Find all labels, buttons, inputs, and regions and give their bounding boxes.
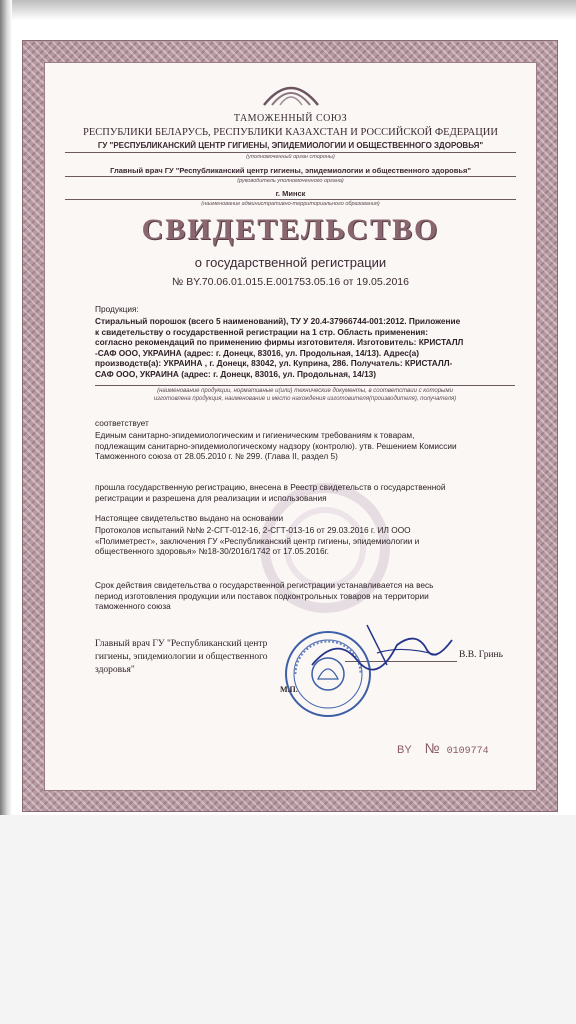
- basis-text: [95, 525, 515, 557]
- product-label: Продукция:: [95, 304, 139, 314]
- union-title: ТАМОЖЕННЫЙ СОЮЗ: [233, 113, 348, 124]
- compliance-label: соответствует: [95, 418, 149, 428]
- product-description: [95, 316, 515, 380]
- registration-number: № BY.70.06.01.015.E.001753.05.16 от 19.05.2016: [172, 276, 409, 288]
- top-shadow: [0, 0, 576, 20]
- edge-shadow: [0, 0, 12, 815]
- seal-place-label: М.П.: [280, 685, 298, 694]
- compliance-line: подлежащим санитарно-эпидемиологическому надзору (контролю). утв. Решением Комиссии: [95, 440, 457, 451]
- validity-line: таможенного союза: [95, 601, 171, 612]
- divider: [65, 152, 516, 153]
- states-title: РЕСПУБЛИКИ БЕЛАРУСЬ, РЕСПУБЛИКИ КАЗАХСТАН И РОССИЙСКОЙ ФЕДЕРАЦИИ: [83, 127, 498, 138]
- basis-line: Протоколов испытаний №№ 2-СГТ-012-16, 2-СГТ-013-16 от 29.03.2016 г. ИЛ ООО: [95, 525, 411, 535]
- product-caption: [95, 388, 515, 404]
- authority-caption: (уполномоченный орган стороны): [246, 154, 335, 160]
- signatory-name: В.В. Гринь: [459, 650, 503, 660]
- divider: [65, 199, 516, 200]
- serial-sign: №: [424, 740, 440, 756]
- city: г. Минск: [275, 189, 306, 198]
- compliance-line: Единым санитарно-эпидемиологическим и гигиеническим требованиям к товарам,: [95, 430, 415, 440]
- caption-line: (наименование продукции, нормативные и(или) технические документы, в соответствии с которыми: [157, 388, 453, 394]
- signatory-line: Главный врач ГУ "Республиканский центр: [95, 639, 268, 649]
- certificate-paper: [44, 62, 537, 791]
- compliance-line: Таможенного союза от 28.05.2010 г. № 299. (Глава II, раздел 5): [95, 451, 338, 462]
- validity-text: [95, 580, 515, 612]
- divider: [65, 176, 516, 177]
- registration-text: [95, 482, 515, 503]
- product-line: производств(а): УКРАИНА , г. Донецк, 83042, ул. Куприна, 286. Получатель: КРИСТАЛЛ-: [95, 358, 453, 369]
- divider: [95, 385, 515, 386]
- serial-number: [397, 740, 489, 757]
- basis-line: «Полиметрест», заключения ГУ «Республиканский центр гигиены, эпидемиологии и: [95, 535, 420, 546]
- validity-line: период изготовления продукции или поставок подконтрольных товаров на территории: [95, 590, 429, 601]
- customs-union-emblem-icon: [256, 75, 326, 111]
- serial-prefix: BY: [397, 744, 412, 756]
- caption-line: изготовлена продукция, наименование и место нахождения изготовителя(производителя), получателя): [153, 395, 457, 402]
- basis-line: общественного здоровья» №18-30/2016/1742 от 17.05.2016г.: [95, 546, 329, 557]
- product-line: -САФ ООО, УКРАИНА (адрес: г. Донецк, 83016, ул. Продольная, 14/13). Адрес(а): [95, 347, 420, 358]
- head-doctor: Главный врач ГУ "Республиканский центр гигиены, эпидемиологии и общественного здоровья": [110, 166, 471, 175]
- serial-digits: 0109774: [446, 746, 489, 757]
- handwritten-signature-icon: [307, 615, 457, 675]
- head-caption: (руководитель уполномоченного органа): [237, 178, 344, 184]
- registration-line: прошла государственную регистрацию, внесена в Реестр свидетельств о государственной: [95, 482, 446, 492]
- product-line: Стиральный порошок (всего 5 наименований), ТУ У 20.4-37966744-001:2012. Приложение: [95, 316, 461, 326]
- validity-line: Срок действия свидетельства о государственной регистрации устанавливается на весь: [95, 580, 434, 590]
- authority-name: ГУ "РЕСПУБЛИКАНСКИЙ ЦЕНТР ГИГИЕНЫ, ЭПИДЕМИОЛОГИИ И ОБЩЕСТВЕННОГО ЗДОРОВЬЯ": [97, 141, 484, 150]
- city-caption: (наименование административно-территориального образования): [201, 201, 380, 207]
- product-line: САФ ООО, УКРАИНА (адрес: г. Донецк, 83016, ул. Продольная, 14/13): [95, 369, 377, 380]
- basis-label: Настоящее свидетельство выдано на основании: [95, 513, 284, 523]
- registration-line: регистрации и разрешена для реализации и использования: [95, 492, 327, 503]
- document-subtitle: о государственной регистрации: [194, 255, 387, 270]
- signatory-line: гигиены, эпидемиологии и общественного: [95, 651, 268, 662]
- product-line: согласно рекомендаций по применению фирмы изготовителя. Изготовитель: КРИСТАЛЛ: [95, 337, 464, 348]
- product-line: к свидетельству о государственной регистрации на 1 стр. Область применения:: [95, 326, 429, 337]
- document-title: СВИДЕТЕЛЬСТВО: [141, 213, 440, 246]
- compliance-text: [95, 430, 515, 462]
- signatory-line: здоровья": [95, 664, 135, 675]
